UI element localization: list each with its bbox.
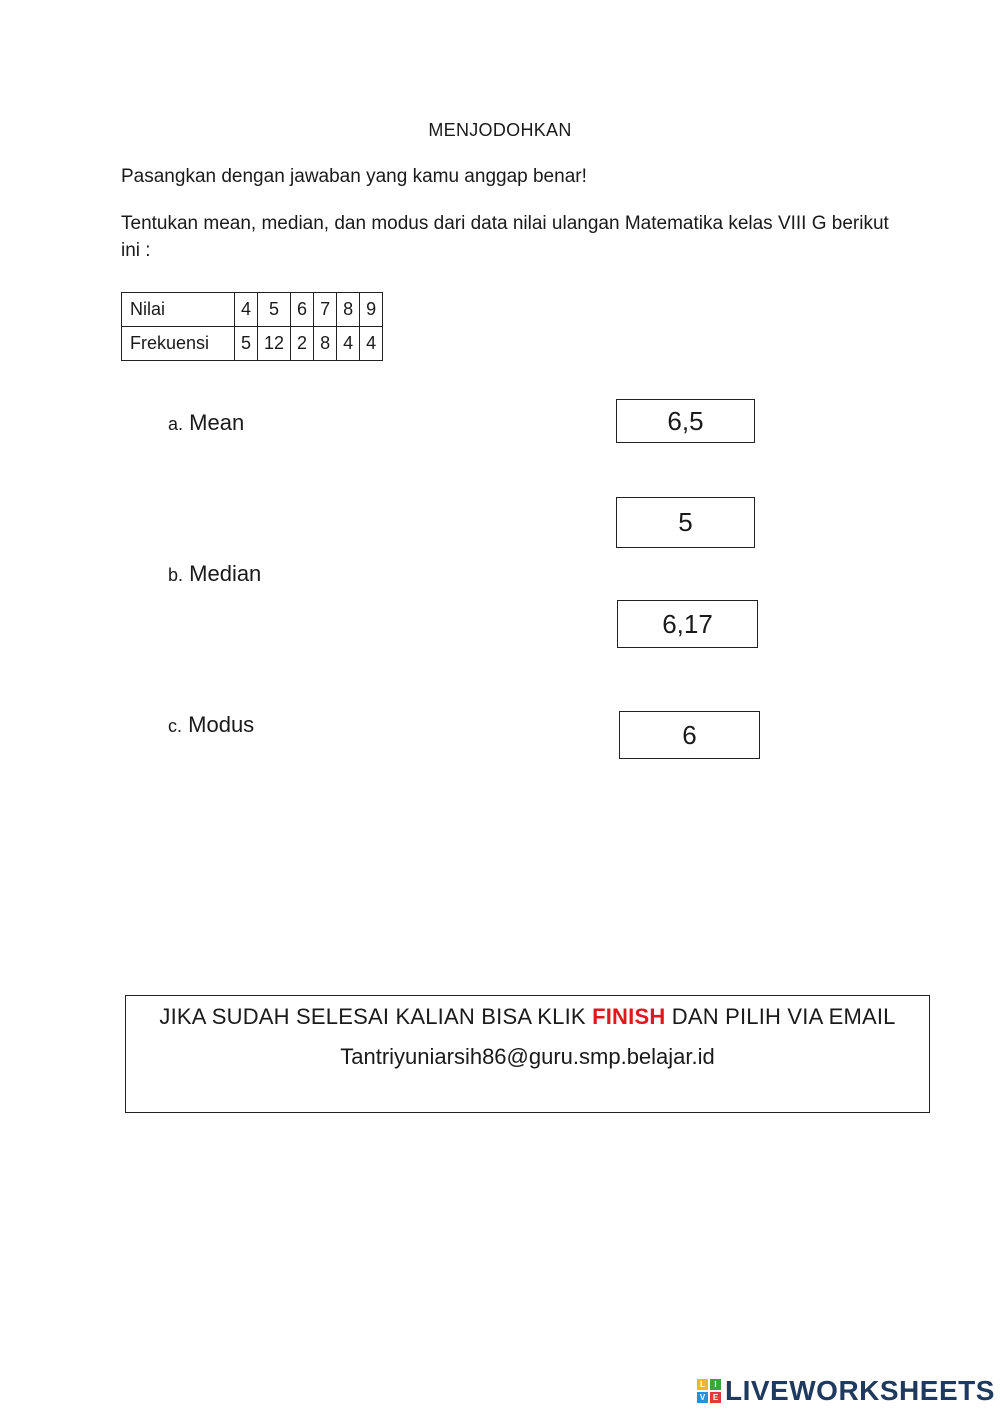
table-cell: 4	[337, 327, 360, 361]
table-cell: 12	[258, 327, 291, 361]
table-cell: 8	[314, 327, 337, 361]
answer-box[interactable]: 6,17	[617, 600, 758, 648]
table-header-nilai: Nilai	[122, 293, 235, 327]
item-label: Mean	[189, 410, 245, 435]
table-header-frekuensi: Frekuensi	[122, 327, 235, 361]
instruction-text: Pasangkan dengan jawaban yang kamu anggap benar!	[121, 166, 587, 187]
table-cell: 4	[235, 293, 258, 327]
finish-highlight: FINISH	[592, 1004, 666, 1029]
table-row	[122, 293, 383, 327]
table-cell: 5	[235, 327, 258, 361]
item-letter: b.	[168, 565, 184, 585]
table-cell: 4	[360, 327, 383, 361]
item-letter: c.	[168, 716, 183, 736]
finish-notice	[125, 995, 930, 1113]
liveworksheets-logo	[697, 1375, 995, 1407]
answer-box[interactable]: 6	[619, 711, 760, 759]
table-cell: 5	[258, 293, 291, 327]
answer-box[interactable]: 6,5	[616, 399, 755, 443]
logo-icon	[697, 1379, 721, 1403]
frequency-table	[121, 292, 383, 361]
finish-text-after: DAN PILIH VIA EMAIL	[665, 1004, 896, 1029]
question-text: Tentukan mean, median, dan modus dari data nilai ulangan Matematika kelas VIII G berikut ini :	[121, 213, 889, 261]
table-cell: 2	[291, 327, 314, 361]
item-label: Median	[189, 561, 262, 586]
table-cell: 6	[291, 293, 314, 327]
item-label: Modus	[188, 712, 255, 737]
table-cell: 7	[314, 293, 337, 327]
logo-letter: E	[710, 1392, 721, 1403]
item-modus[interactable]	[168, 712, 254, 738]
logo-letter: L	[697, 1379, 708, 1390]
item-mean[interactable]	[168, 410, 244, 436]
table-cell: 8	[337, 293, 360, 327]
table-row	[122, 327, 383, 361]
worksheet-title: MENJODOHKAN	[428, 120, 572, 140]
finish-text-before: JIKA SUDAH SELESAI KALIAN BISA KLIK	[159, 1004, 593, 1029]
brand-name: LIVEWORKSHEETS	[725, 1375, 995, 1406]
item-median[interactable]	[168, 561, 261, 587]
logo-letter: I	[710, 1379, 721, 1390]
item-letter: a.	[168, 414, 184, 434]
logo-letter: V	[697, 1392, 708, 1403]
table-cell: 9	[360, 293, 383, 327]
answer-box[interactable]: 5	[616, 497, 755, 548]
teacher-email: Tantriyuniarsih86@guru.smp.belajar.id	[340, 1044, 715, 1069]
finish-instruction	[126, 1004, 929, 1030]
